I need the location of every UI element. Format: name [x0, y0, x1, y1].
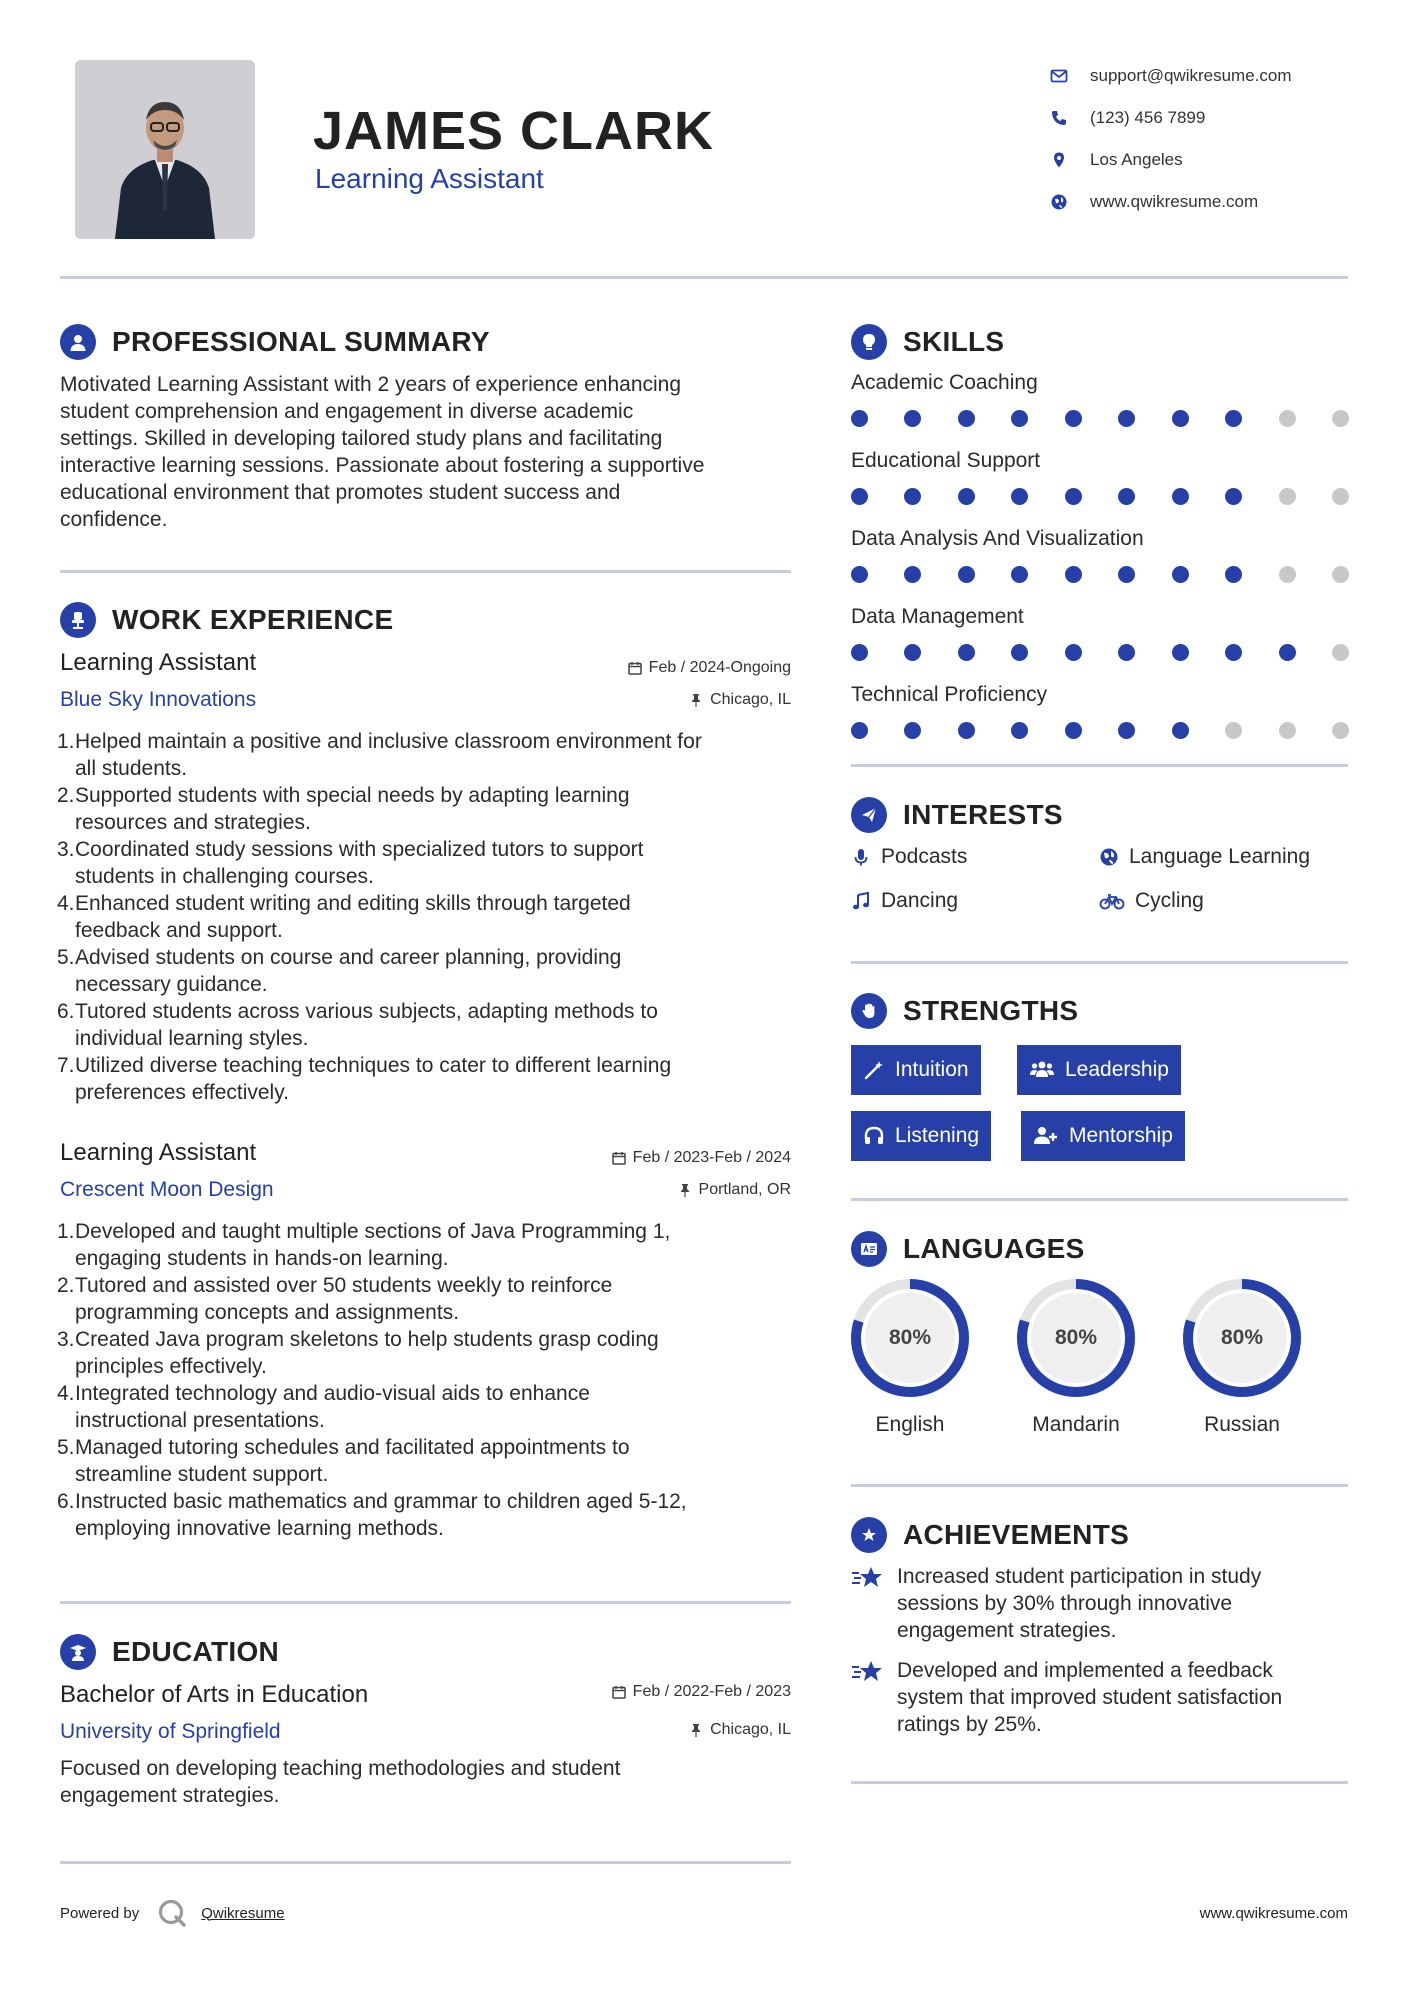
skill-name: Educational Support	[851, 449, 1041, 472]
qwikresume-logo-icon	[157, 1898, 187, 1928]
strength-badge	[851, 1111, 991, 1161]
contact-location-text: Los Angeles	[1090, 150, 1183, 169]
pushpin-icon	[689, 693, 703, 707]
users-icon	[1029, 1059, 1055, 1081]
summary-line: Motivated Learning Assistant with 2 years of experience enhancing	[60, 373, 682, 396]
skill-dot-filled	[1011, 566, 1028, 583]
languages-heading	[851, 1231, 1085, 1267]
language-item	[1014, 1277, 1138, 1437]
strength-label: Mentorship	[1069, 1124, 1173, 1147]
phone-icon	[1050, 109, 1068, 127]
skill-rating	[851, 722, 1349, 739]
interest-label: Cycling	[1135, 889, 1204, 912]
skill-dot-filled	[1172, 722, 1189, 739]
skill-dot-filled	[851, 722, 868, 739]
user-plus-icon	[1033, 1125, 1059, 1147]
skill-dot-filled	[958, 410, 975, 427]
summary-text	[60, 371, 800, 533]
contact-email-text: support@qwikresume.com	[1090, 66, 1292, 85]
language-ring	[849, 1277, 971, 1399]
experience-title: WORK EXPERIENCE	[112, 604, 394, 635]
job-date	[480, 659, 791, 677]
interest-item	[1099, 845, 1310, 869]
job-company: Crescent Moon Design	[60, 1178, 274, 1201]
section-divider	[851, 1198, 1348, 1201]
section-divider	[851, 764, 1348, 767]
skill-dot-filled	[1011, 488, 1028, 505]
language-percent: 80%	[1054, 1326, 1098, 1349]
job-date-text: Feb / 2023-Feb / 2024	[632, 1149, 791, 1166]
strength-badge	[1021, 1111, 1185, 1161]
pushpin-icon	[678, 1183, 692, 1197]
achievement-text: Increased student participation in study sessions by 30% through innovative engagement strategies.	[897, 1565, 1262, 1642]
section-divider	[851, 1781, 1348, 1784]
education-description	[60, 1755, 800, 1809]
contact-phone[interactable]	[1050, 97, 1370, 139]
contact-phone-text: (123) 456 7899	[1090, 108, 1206, 127]
candidate-title: Learning Assistant	[315, 163, 544, 194]
skill-dot-filled	[1172, 410, 1189, 427]
job-title: Learning Assistant	[60, 649, 257, 676]
languages-list	[848, 1277, 1358, 1437]
powered-by-text: Powered by	[60, 1904, 140, 1922]
achievement-text: Developed and implemented a feedback system that improved student satisfaction ratings by 25%.	[897, 1659, 1283, 1736]
strength-label: Leadership	[1065, 1058, 1169, 1081]
language-card-icon	[851, 1231, 887, 1267]
experience-heading	[60, 602, 393, 638]
summary-line: confidence.	[60, 508, 168, 531]
interest-item	[1099, 889, 1204, 913]
skill-dot-filled	[851, 644, 868, 661]
education-line: engagement strategies.	[60, 1784, 280, 1807]
magic-wand-icon	[863, 1059, 885, 1081]
calendar-icon	[628, 661, 642, 675]
skill-dot-filled	[851, 488, 868, 505]
user-icon	[60, 324, 96, 360]
job-date	[480, 1149, 791, 1167]
skill-dot-filled	[1011, 722, 1028, 739]
skill-dot-filled	[1118, 488, 1135, 505]
bicycle-icon	[1099, 891, 1125, 911]
language-percent: 80%	[1220, 1326, 1264, 1349]
list-item: 1. Helped maintain a positive and inclusive classroom environment for all students.	[57, 730, 702, 780]
profile-photo	[75, 60, 255, 239]
list-item: 2. Supported students with special needs by adapting learning resources and strategies.	[57, 784, 630, 834]
skill-dot-filled	[958, 566, 975, 583]
header-divider	[60, 276, 1348, 279]
skill-dot-empty	[1279, 488, 1296, 505]
skill-dot-filled	[1065, 488, 1082, 505]
skill-dot-filled	[1065, 566, 1082, 583]
strength-label: Listening	[895, 1124, 980, 1147]
candidate-name: JAMES CLARK	[313, 101, 715, 161]
skill-dot-empty	[1332, 722, 1349, 739]
achievements-heading	[851, 1517, 1129, 1553]
skill-rating	[851, 410, 1349, 427]
skill-dot-filled	[904, 566, 921, 583]
envelope-icon	[1050, 67, 1068, 85]
paper-plane-icon	[851, 797, 887, 833]
contact-block	[1050, 55, 1370, 223]
education-location	[480, 1721, 791, 1739]
list-item: 3. Created Java program skeletons to help students grasp coding principles effectively.	[57, 1328, 659, 1378]
contact-email[interactable]	[1050, 55, 1370, 97]
list-item: 2. Tutored and assisted over 50 students weekly to reinforce programming concepts and assignments.	[57, 1274, 613, 1324]
list-item: 5. Advised students on course and career planning, providing necessary guidance.	[57, 946, 622, 996]
strength-label: Intuition	[895, 1058, 969, 1081]
skill-dot-filled	[1279, 644, 1296, 661]
skill-rating	[851, 488, 1349, 505]
skill-dot-filled	[1065, 410, 1082, 427]
skill-dot-filled	[958, 488, 975, 505]
graduate-icon	[60, 1634, 96, 1670]
achievement-item	[851, 1563, 1351, 1644]
chair-icon	[60, 602, 96, 638]
skill-dot-filled	[904, 488, 921, 505]
education-title: EDUCATION	[112, 1636, 280, 1667]
interest-label: Dancing	[881, 889, 959, 912]
interest-label: Language Learning	[1129, 845, 1311, 868]
list-item: 6. Instructed basic mathematics and grammar to children aged 5-12, employing innovative learning methods.	[57, 1490, 687, 1540]
languages-title: LANGUAGES	[903, 1233, 1085, 1264]
award-star-icon	[851, 1517, 887, 1553]
job-duties	[57, 728, 797, 1106]
skill-dot-filled	[1225, 566, 1242, 583]
skill-dot-filled	[1225, 488, 1242, 505]
skill-dot-empty	[1332, 566, 1349, 583]
skill-dot-filled	[1225, 644, 1242, 661]
contact-website[interactable]	[1050, 181, 1370, 223]
skill-dot-filled	[1172, 488, 1189, 505]
shooting-star-icon	[851, 1563, 885, 1591]
list-item: 4. Enhanced student writing and editing skills through targeted feedback and support.	[57, 892, 631, 942]
education-line: Focused on developing teaching methodologies and student	[60, 1757, 621, 1780]
skill-dot-filled	[1065, 644, 1082, 661]
skill-dot-filled	[1011, 644, 1028, 661]
job-company: Blue Sky Innovations	[60, 688, 257, 711]
footer-powered	[60, 1898, 285, 1928]
person-portrait-icon	[75, 60, 255, 239]
calendar-icon	[612, 1685, 626, 1699]
interests-title: INTERESTS	[903, 799, 1063, 830]
section-divider	[851, 961, 1348, 964]
job-location-text: Chicago, IL	[710, 691, 791, 708]
skill-dot-empty	[1332, 644, 1349, 661]
list-item: 1. Developed and taught multiple sections of Java Programming 1, engaging students in hands-on learning.	[57, 1220, 671, 1270]
education-location-text: Chicago, IL	[710, 1721, 791, 1738]
skill-dot-filled	[1118, 410, 1135, 427]
summary-title: PROFESSIONAL SUMMARY	[112, 326, 490, 357]
list-item: 3. Coordinated study sessions with specialized tutors to support students in challenging courses.	[57, 838, 644, 888]
skill-dot-empty	[1225, 722, 1242, 739]
microphone-icon	[851, 847, 871, 867]
hand-icon	[851, 993, 887, 1029]
skill-dot-filled	[1065, 722, 1082, 739]
brand-link[interactable]: Qwikresume	[201, 1904, 285, 1922]
skills-heading	[851, 324, 1004, 360]
shooting-star-icon	[851, 1657, 885, 1685]
skill-dot-filled	[1118, 566, 1135, 583]
footer-website[interactable]: www.qwikresume.com	[1199, 1905, 1348, 1922]
skill-dot-filled	[1225, 410, 1242, 427]
skill-dot-empty	[1332, 488, 1349, 505]
skill-dot-filled	[958, 644, 975, 661]
skills-list	[851, 371, 1351, 739]
globe-icon	[1099, 847, 1119, 867]
job-location-text: Portland, OR	[698, 1181, 791, 1198]
language-ring	[1181, 1277, 1303, 1399]
map-pin-icon	[1050, 151, 1068, 169]
summary-line: student comprehension and engagement in diverse academic	[60, 400, 634, 423]
job-location	[480, 1181, 791, 1199]
section-divider	[60, 570, 791, 573]
calendar-icon	[612, 1151, 626, 1165]
interests-heading	[851, 797, 1063, 833]
skill-dot-empty	[1279, 410, 1296, 427]
language-percent: 80%	[888, 1326, 932, 1349]
skill-name: Technical Proficiency	[851, 683, 1048, 706]
strengths-title: STRENGTHS	[903, 995, 1079, 1026]
strengths-heading	[851, 993, 1078, 1029]
list-item: 7. Utilized diverse teaching techniques to cater to different learning preferences effectively.	[57, 1054, 672, 1104]
skill-name: Data Analysis And Visualization	[851, 527, 1144, 550]
strength-badge	[851, 1045, 981, 1095]
skill-dot-filled	[904, 722, 921, 739]
skill-dot-filled	[958, 722, 975, 739]
job-date-text: Feb / 2024-Ongoing	[648, 659, 791, 676]
skill-rating	[851, 644, 1349, 661]
contact-location	[1050, 139, 1370, 181]
education-date-text: Feb / 2022-Feb / 2023	[632, 1683, 791, 1700]
skill-name: Data Management	[851, 605, 1024, 628]
skill-dot-filled	[904, 644, 921, 661]
headphones-icon	[863, 1125, 885, 1147]
section-divider	[60, 1861, 791, 1864]
job-location	[480, 691, 791, 709]
globe-icon	[1050, 193, 1068, 211]
strength-badge	[1017, 1045, 1181, 1095]
contact-website-text: www.qwikresume.com	[1090, 192, 1259, 211]
skill-dot-empty	[1332, 410, 1349, 427]
skill-rating	[851, 566, 1349, 583]
lightbulb-icon	[851, 324, 887, 360]
language-item	[848, 1277, 972, 1437]
skill-dot-filled	[1172, 566, 1189, 583]
education-heading	[60, 1634, 279, 1670]
language-item	[1180, 1277, 1304, 1437]
pushpin-icon	[689, 1723, 703, 1737]
skill-dot-filled	[1011, 410, 1028, 427]
interest-item	[851, 889, 958, 913]
job-duties	[57, 1218, 797, 1542]
list-item: 6. Tutored students across various subjects, adapting methods to individual learning styles.	[57, 1000, 658, 1050]
skills-title: SKILLS	[903, 326, 1005, 357]
list-item: 4. Integrated technology and audio-visual aids to enhance instructional presentations.	[57, 1382, 590, 1432]
achievements-title: ACHIEVEMENTS	[903, 1519, 1130, 1550]
summary-heading	[60, 324, 490, 360]
skill-dot-filled	[1118, 644, 1135, 661]
skill-dot-filled	[1172, 644, 1189, 661]
school-name: University of Springfield	[60, 1720, 281, 1743]
skill-dot-empty	[1279, 566, 1296, 583]
skill-dot-filled	[904, 410, 921, 427]
section-divider	[851, 1484, 1348, 1487]
summary-line: settings. Skilled in developing tailored study plans and facilitating	[60, 427, 663, 450]
language-name: Mandarin	[1032, 1413, 1120, 1436]
degree-title: Bachelor of Arts in Education	[60, 1681, 369, 1708]
language-ring	[1015, 1277, 1137, 1399]
language-name: Russian	[1204, 1413, 1280, 1436]
job-title: Learning Assistant	[60, 1139, 257, 1166]
music-note-icon	[851, 891, 871, 911]
skill-dot-filled	[851, 410, 868, 427]
list-item: 5. Managed tutoring schedules and facilitated appointments to streamline student support.	[57, 1436, 630, 1486]
summary-line: educational environment that promotes student success and	[60, 481, 621, 504]
achievement-item	[851, 1657, 1351, 1738]
skill-name: Academic Coaching	[851, 371, 1038, 394]
skill-dot-filled	[851, 566, 868, 583]
section-divider	[60, 1601, 791, 1604]
language-name: English	[875, 1413, 945, 1436]
skill-dot-filled	[1118, 722, 1135, 739]
education-date	[480, 1683, 791, 1701]
skill-dot-empty	[1279, 722, 1296, 739]
summary-line: interactive learning sessions. Passionate about fostering a supportive	[60, 454, 705, 477]
interest-item	[851, 845, 967, 869]
interest-label: Podcasts	[881, 845, 968, 868]
